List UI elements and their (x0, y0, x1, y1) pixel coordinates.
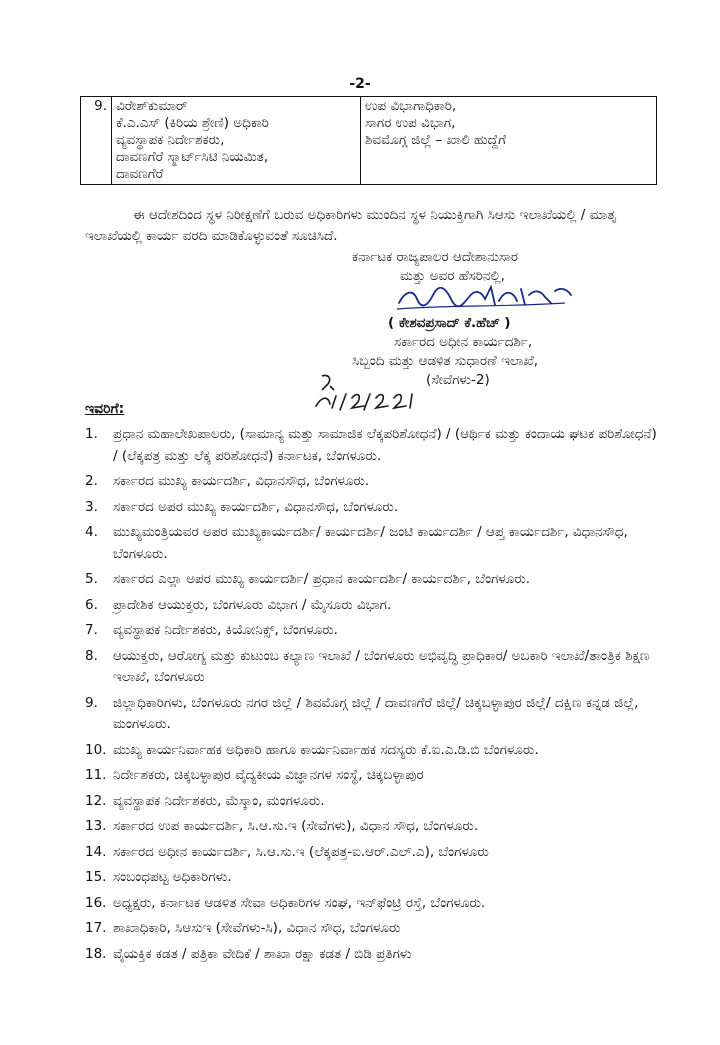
signatory-name: ( ಕೇಶವಪ್ರಸಾದ್ ಕೆ.ಹೆಚ್ ) (388, 315, 511, 331)
officer-name: ವಿರೇಶ್‌ಕುಮಾರ್ (116, 98, 188, 114)
table-row (81, 97, 657, 185)
signatory-section: (ಸೇವೆಗಳು-2) (426, 372, 490, 388)
page-number: -2- (349, 76, 371, 92)
list-item: 16. ಅಧ್ಯಕ್ಷರು, ಕರ್ನಾಟಕ ಆಡಳಿತ ಸೇವಾ ಅಧಿಕಾರಿಗಳ ಸಂಘ, ಇನ್‌ಫೆಂಟ್ರಿ ರಸ್ತೆ, ಬೆಂಗಳೂರು. (85, 894, 486, 911)
entry-number: 9. (81, 97, 112, 185)
officer-post: ವ್ಯವಸ್ಥಾಪಕ ನಿರ್ದೇಶಕರು, (116, 132, 225, 148)
list-item: 2. ಸರ್ಕಾರದ ಮುಖ್ಯ ಕಾರ್ಯದರ್ಶಿ, ವಿಧಾನಸೌಧ, ಬೆಂಗಳೂರು. (85, 473, 370, 489)
officer-cadre: ಕೆ.ಎ.ಎಸ್ (ಕಿರಿಯ ಶ್ರೇಣಿ) ಅಧಿಕಾರಿ (116, 115, 269, 131)
list-item: 11. ನಿರ್ದೇಶಕರು, ಚಿಕ್ಕಬಳ್ಳಾಪುರ ವೈದ್ಯಕೀಯ ವಿಜ್ಞಾನಗಳ ಸಂಸ್ಥೆ, ಚಿಕ್ಕಬಳ್ಳಾಪುರ (85, 767, 424, 783)
list-item: 1. ಪ್ರಧಾನ ಮಹಾಲೇಖಪಾಲರು, (ಸಾಮಾನ್ಯ ಮತ್ತು ಸಾಮಾಜಿಕ ಲೆಕ್ಕಪರಿಶೋಧನೆ) / (ಆರ್ಥಿಕ ಮತ್ತು ಕಂದಾಯ ಘಟಕ ಪರಿಶೋಧನೆ) / (ಲೆಕ್ಕಪತ್ರ ಮತ್ತು ಲೆಕ್ಕ ಪರಿಶೋಧನೆ) ಕರ್ನಾಟಕ, ಬೆಂಗಳೂರು. (85, 426, 657, 464)
list-item: 9. ಜಿಲ್ಲಾಧಿಕಾರಿಗಳು, ಬೆಂಗಳೂರು ನಗರ ಜಿಲ್ಲೆ / ಶಿವಮೊಗ್ಗ ಜಿಲ್ಲೆ / ದಾವಣಗೆರೆ ಜಿಲ್ಲೆ/ ಚಿಕ್ಕಬಳ್ಳಾಪುರ ಜಿಲ್ಲೆ/ ದಕ್ಷಿಣ ಕನ್ನಡ ಜಿಲ್ಲೆ, ಮಂಗಳೂರು. (85, 694, 639, 732)
handwritten-date-initials (312, 372, 432, 416)
list-item: 6. ಪ್ರಾದೇಶಿಕ ಆಯುಕ್ತರು, ಬೆಂಗಳೂರು ವಿಭಾಗ / ಮೈಸೂರು ವಿಭಾಗ. (85, 596, 392, 613)
authority-line-1: ಕರ್ನಾಟಕ ರಾಜ್ಯಪಾಲರ ಆದೇಶಾನುಸಾರ (352, 249, 519, 265)
list-item: 15. ಸಂಬಂಧಪಟ್ಟ ಅಧಿಕಾರಿಗಳು. (85, 869, 232, 885)
new-posting (361, 97, 657, 185)
list-item: 4. ಮುಖ್ಯಮಂತ್ರಿಯವರ ಅಪರ ಮುಖ್ಯಕಾರ್ಯದರ್ಶಿ/ ಕಾರ್ಯದರ್ಶಿ/ ಜಂಟಿ ಕಾರ್ಯದರ್ಶಿ / ಆಪ್ತ ಕಾರ್ಯದರ್ಶಿ, ವಿಧಾನಸೌಧ, ಬೆಂಗಳೂರು. (85, 524, 628, 562)
officer-organisation: ದಾವಣಗೆರೆ ಸ್ಮಾರ್ಟ್‌ಸಿಟಿ ನಿಯಮಿತ, (116, 149, 269, 165)
posting-line: ಸಾಗರ ಉಪ ವಿಭಾಗ, (365, 115, 456, 131)
signatory-department: ಸಿಬ್ಬಂದಿ ಮತ್ತು ಆಡಳಿತ ಸುಧಾರಣೆ ಇಲಾಖೆ, (352, 353, 539, 369)
officer-details (112, 97, 361, 185)
list-item: 14. ಸರ್ಕಾರದ ಅಧೀನ ಕಾರ್ಯದರ್ಶಿ, ಸಿ.ಆ.ಸು.ಇ (ಲೆಕ್ಕಪತ್ರ-ಐ.ಆರ್.ಎಲ್.ಎ), ಬೆಂಗಳೂರು (85, 843, 489, 860)
list-item: 18. ವೈಯಕ್ತಿಕ ಕಡತ / ಪತ್ರಿಕಾ ವೇದಿಕೆ / ಶಾಖಾ ರಕ್ಷಾ ಕಡತ / ಬಿಡಿ ಪ್ರತಿಗಳು (85, 945, 412, 962)
list-item: 3. ಸರ್ಕಾರದ ಅಪರ ಮುಖ್ಯ ಕಾರ್ಯದರ್ಶಿ, ವಿಧಾನಸೌಧ, ಬೆಂಗಳೂರು. (85, 498, 399, 515)
recipients-heading: ಇವರಿಗೆ: (85, 401, 125, 417)
list-item: 12. ವ್ಯವಸ್ಥಾಪಕ ನಿರ್ದೇಶಕರು, ಮೆಸ್ಕಾಂ, ಮಂಗಳೂರು. (85, 792, 325, 809)
list-item: 17. ಶಾಖಾಧಿಕಾರಿ, ಸಿಆಸುಇ (ಸೇವೆಗಳು-ಸಿ), ವಿಧಾನ ಸೌಧ, ಬೆಂಗಳೂರು (85, 920, 401, 936)
posting-line: ಶಿವಮೊಗ್ಗ ಜಿಲ್ಲೆ – ಖಾಲಿ ಹುದ್ದೆಗೆ (365, 132, 507, 148)
officer-place: ದಾವಣಗೆರೆ (116, 166, 164, 182)
list-item: 8. ಆಯುಕ್ತರು, ಆರೋಗ್ಯ ಮತ್ತು ಕುಟುಂಬ ಕಲ್ಯಾಣ ಇಲಾಖೆ / ಬೆಂಗಳೂರು ಅಭಿವೃದ್ಧಿ ಪ್ರಾಧಿಕಾರ/ ಅಬಕಾರಿ ಇಲಾಖೆ/ತಾಂತ್ರಿಕ ಶಿಕ್ಷಣ ಇಲಾಖೆ, ಬೆಂಗಳೂರು (85, 647, 650, 685)
instruction-paragraph: ಈ ಆದೇಶದಿಂದ ಸ್ಥಳ ನಿರೀಕ್ಷಣೆಗೆ ಬರುವ ಅಧಿಕಾರಿಗಳು ಮುಂದಿನ ಸ್ಥಳ ನಿಯುಕ್ತಿಗಾಗಿ ಸಿಆಸು ಇಲಾಖೆಯಲ್ಲಿ / ಮಾತೃ ಇಲಾಖೆಯಲ್ಲಿ ಕಾರ್ಯ ವರದಿ ಮಾಡಿಕೊಳ್ಳುವಂತೆ ಸೂಚಿಸಿದೆ. (85, 207, 617, 244)
handwritten-signature (395, 281, 575, 317)
signatory-designation: ಸರ್ಕಾರದ ಅಧೀನ ಕಾರ್ಯದರ್ಶಿ, (394, 334, 533, 350)
list-item: 7. ವ್ಯವಸ್ಥಾಪಕ ನಿರ್ದೇಶಕರು, ಕಿಯೋನಿಕ್ಸ್, ಬೆಂಗಳೂರು. (85, 622, 338, 638)
list-item: 10. ಮುಖ್ಯ ಕಾರ್ಯನಿರ್ವಾಹಕ ಅಧಿಕಾರಿ ಹಾಗೂ ಕಾರ್ಯನಿರ್ವಾಹಕ ಸದಸ್ಯರು ಕೆ.ಐ.ಎ.ಡಿ.ಬಿ ಬೆಂಗಳೂರು. (85, 741, 539, 758)
list-item: 5. ಸರ್ಕಾರದ ಎಲ್ಲಾ ಅಪರ ಮುಖ್ಯ ಕಾರ್ಯದರ್ಶಿ/ ಪ್ರಧಾನ ಕಾರ್ಯದರ್ಶಿ/ ಕಾರ್ಯದರ್ಶಿ, ಬೆಂಗಳೂರು. (85, 571, 531, 587)
transfer-entry-table (80, 96, 657, 185)
recipients-list (85, 424, 665, 969)
posting-line: ಉಪ ವಿಭಾಗಾಧಿಕಾರಿ, (365, 98, 457, 114)
list-item: 13. ಸರ್ಕಾರದ ಉಪ ಕಾರ್ಯದರ್ಶಿ, ಸಿ.ಆ.ಸು.ಇ (ಸೇವೆಗಳು), ವಿಧಾನ ಸೌಧ, ಬೆಂಗಳೂರು. (85, 818, 479, 834)
authority-line-2: ಮತ್ತು ಅವರ ಹೆಸರಿನಲ್ಲಿ, (400, 268, 505, 284)
